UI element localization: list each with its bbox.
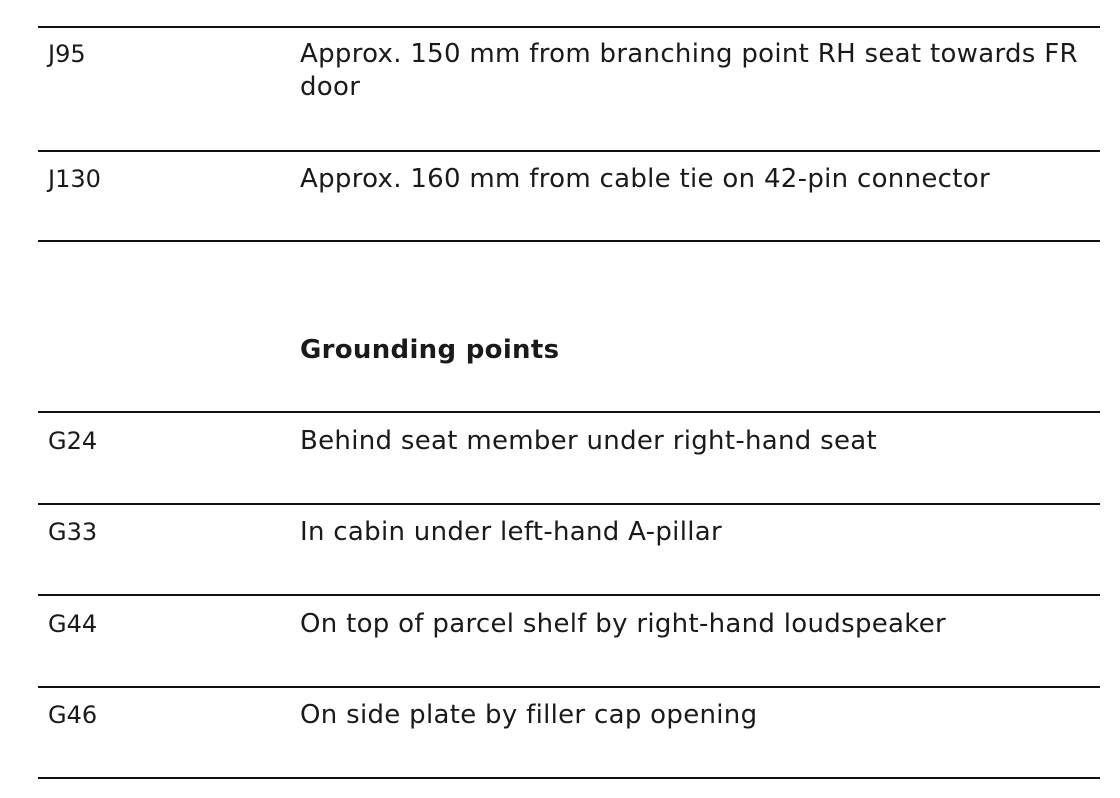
location-code: G44 [48, 610, 98, 638]
location-code: J95 [48, 40, 86, 68]
location-description: Behind seat member under right-hand seat [300, 426, 878, 456]
table-divider [38, 594, 1100, 596]
location-description: On side plate by filler cap opening [300, 700, 758, 730]
table-divider [38, 26, 1100, 28]
location-description: On top of parcel shelf by right-hand loudspeaker [300, 609, 946, 639]
location-description: Approx. 150 mm from branching point RH seat towards FR door [300, 39, 1078, 102]
location-code: G24 [48, 427, 98, 455]
location-code: J130 [48, 165, 101, 193]
table-divider [38, 150, 1100, 152]
table-divider [38, 503, 1100, 505]
location-code: G33 [48, 518, 98, 546]
table-divider [38, 777, 1100, 779]
table-divider [38, 411, 1100, 413]
table-divider [38, 240, 1100, 242]
table-divider [38, 686, 1100, 688]
location-description: Approx. 160 mm from cable tie on 42-pin connector [300, 164, 990, 194]
location-description: In cabin under left-hand A-pillar [300, 517, 722, 547]
location-code: G46 [48, 701, 98, 729]
section-heading: Grounding points [300, 335, 560, 365]
